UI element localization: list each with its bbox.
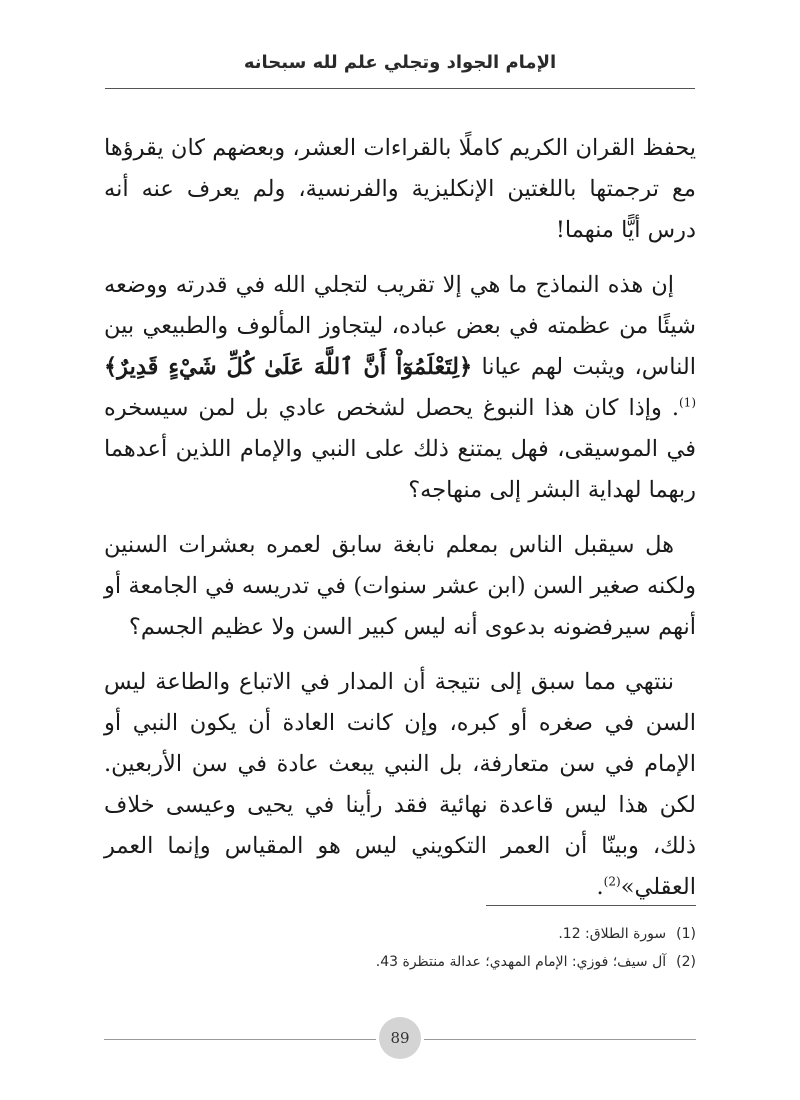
footnote-ref-2[interactable]: (2) <box>603 874 621 889</box>
footnote-text: آل سيف؛ فوزي: الإمام المهدي؛ عدالة منتظرة 43. <box>375 954 667 970</box>
footer-line-left <box>104 1039 376 1040</box>
paragraph-text: يحفظ القران الكريم كاملًا بالقراءات العشر، وبعضهم كان يقرؤها مع ترجمتها باللغتين الإنكليزية والفرنسية، ولم يعرف عنه أنه درس أيًّا منهما! <box>104 135 696 243</box>
footnote-text: سورة الطلاق: 12. <box>558 926 667 942</box>
header-divider <box>105 88 695 89</box>
paragraph-text: ننتهي مما سبق إلى نتيجة أن المدار في الاتباع والطاعة ليس السن في صغره أو كبره، وإن كانت العادة أن يكون النبي أو الإمام في سن متعارفة، بل النبي يبعث عادة في سن الأربعين. لكن هذا ليس قاعدة نهائية فقد رأينا في يحيى وعيسى خلاف ذلك، وبينّا أن العمر التكويني ليس هو المقياس وإنما العمر العقلي» <box>104 669 696 900</box>
running-header: الإمام الجواد وتجلي علم لله سبحانه <box>243 52 557 73</box>
footnote-divider <box>486 905 696 906</box>
paragraph-1 <box>104 128 696 251</box>
footer-line-right <box>424 1039 696 1040</box>
paragraph-text: إن هذه النماذج ما هي إلا تقريب لتجلي الله في قدرته ووضعه شيئًا من عظمته في بعض عباده، ليتجاوز المألوف والطبيعي بين الناس، ويثبت لهم عيانا <box>104 272 696 380</box>
main-text <box>104 128 696 922</box>
paragraph-text: . <box>596 874 604 900</box>
footnote-item <box>200 948 696 976</box>
footnote-number: (1) <box>676 926 696 942</box>
footnotes <box>200 920 696 976</box>
paragraph-2 <box>104 265 696 511</box>
paragraph-3 <box>104 525 696 648</box>
footnote-ref-1[interactable]: (1) <box>678 395 696 410</box>
footnote-number: (2) <box>676 954 696 970</box>
quran-verse: ﴿لِتَعْلَمُوٓاْ أَنَّ ٱللَّهَ عَلَىٰ كُلِّ شَيْءٍ قَدِيرٌ﴾ <box>104 354 473 380</box>
paragraph-text: هل سيقبل الناس بمعلم نابغة سابق لعمره بعشرات السنين ولكنه صغير السن (ابن عشر سنوات) في تدريسه في الجامعة أو أنهم سيرفضونه بدعوى أنه ليس كبير السن ولا عظيم الجسم؟ <box>104 532 696 640</box>
paragraph-text: . وإذا كان هذا النبوغ يحصل لشخص عادي بل لمن سيسخره في الموسيقى، فهل يمتنع ذلك على النبي والإمام اللذين أعدهما ربهما لهداية البشر إلى منهاجه؟ <box>104 395 696 503</box>
footnote-item <box>200 920 696 948</box>
page-number: 89 <box>379 1017 421 1059</box>
paragraph-4 <box>104 662 696 908</box>
